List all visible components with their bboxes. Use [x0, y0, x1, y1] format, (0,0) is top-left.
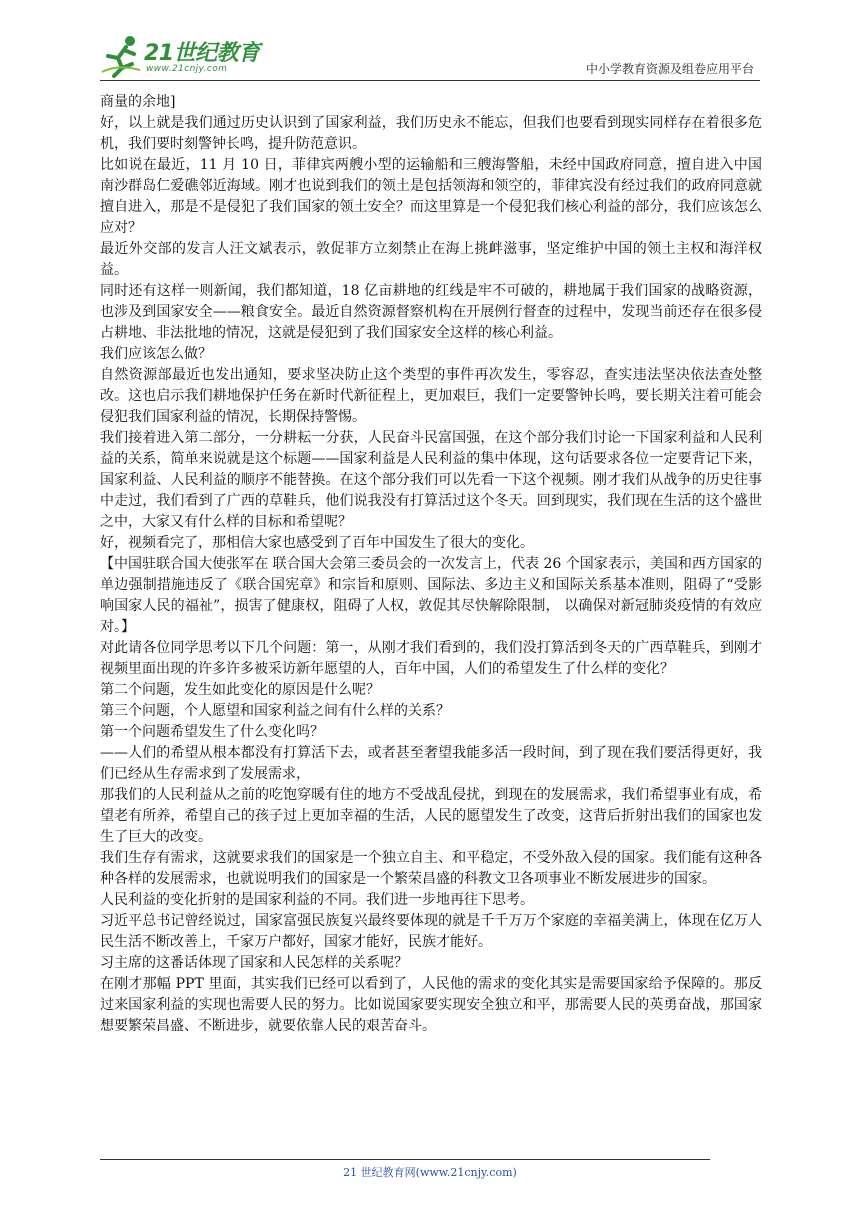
paragraph: 第二个问题，发生如此变化的原因是什么呢？ [100, 682, 380, 698]
document-body [100, 92, 762, 1037]
paragraph: 我们应该怎么做？ [100, 346, 212, 362]
paragraph: 习主席的这番话体现了国家和人民怎样的关系呢？ [100, 955, 408, 971]
paragraph: 自然资源部最近也发出通知，要求坚决防止这个类型的事件再次发生，零容忍，查实违法坚决依法查处整改。这也启示我们耕地保护任务在新时代新征程上，更加艰巨，我们一定要警钟长鸣，要长期关注着可能会侵犯我们国家利益的情况，长期保持警惕。 [100, 367, 762, 425]
footer-link[interactable]: 21 世纪教育网(www.21cnjy.com) [343, 1166, 517, 1179]
paragraph: ——人们的希望从根本都没有打算活下去，或者甚至奢望我能多活一段时间，到了现在我们要活得更好，我们已经从生存需求到了发展需求， [100, 745, 762, 782]
paragraph: 好，视频看完了，那相信大家也感受到了百年中国发生了很大的变化。 [100, 535, 534, 551]
paragraph: 同时还有这样一则新闻，我们都知道，18 亿亩耕地的红线是牢不可破的，耕地属于我们国家的战略资源，也涉及到国家安全——粮食安全。最近自然资源督察机构在开展例行督查的过程中，发现当前还存在很多侵占耕地、非法批地的情况，这就是侵犯到了我们国家安全这样的核心利益。 [100, 283, 762, 341]
logo-url: www.21cnjy.com [146, 64, 228, 74]
logo-wordmark: 21世纪教育 [144, 41, 260, 66]
paragraph: 好，以上就是我们通过历史认识到了国家利益，我们历史永不能忘，但我们也要看到现实同样存在着很多危机，我们要时刻警钟长鸣，提升防范意识。 [100, 115, 762, 152]
paragraph: 在刚才那幅 PPT 里面，其实我们已经可以看到了，人民他的需求的变化其实是需要国家给予保障的。那反过来国家利益的实现也需要人民的努力。比如说国家要实现安全独立和平，那需要人民的英勇奋战，那国家想要繁荣昌盛、不断进步，就要依靠人民的艰苦奋斗。 [100, 976, 762, 1034]
quote-paragraph: 【中国驻联合国大使张军在 联合国大会第三委员会的一次发言上，代表 26 个国家表示，美国和西方国家的单边强制措施违反了《联合国宪章》和宗旨和原则、国际法、多边主义和国际关系基本准则，阻碍了“受影响国家人民的福祉”，损害了健康权，阻碍了人权，敦促其尽快解除限制， 以确保对新冠肺炎疫情的有效应对。】 [100, 556, 762, 635]
runner-icon [100, 34, 144, 80]
paragraph: 第三个问题，个人愿望和国家利益之间有什么样的关系？ [100, 703, 450, 719]
platform-tagline: 中小学教育资源及组卷应用平台 [585, 62, 754, 76]
header-divider [100, 80, 760, 81]
paragraph: 我们生存有需求，这就要求我们的国家是一个独立自主、和平稳定，不受外敌入侵的国家。我们能有这种各种各样的发展需求，也就说明我们的国家是一个繁荣昌盛的科教文卫各项事业不断发展进步的国家。 [100, 850, 762, 887]
paragraph: 商量的余地] [100, 94, 176, 110]
page-header [100, 28, 760, 80]
paragraph: 对此请各位同学思考以下几个问题：第一，从刚才我们看到的，我们没打算活到冬天的广西草鞋兵，到刚才视频里面出现的许多许多被采访新年愿望的人，百年中国，人们的希望发生了什么样的变化？ [100, 640, 762, 677]
paragraph: 那我们的人民利益从之前的吃饱穿暖有住的地方不受战乱侵扰，到现在的发展需求，我们希望事业有成，希望老有所养，希望自己的孩子过上更加幸福的生活，人民的愿望发生了改变，这背后折射出我们的国家也发生了巨大的改变。 [100, 787, 762, 845]
footer-divider [100, 1159, 710, 1160]
paragraph: 第一个问题希望发生了什么变化吗？ [100, 724, 324, 740]
paragraph: 最近外交部的发言人汪文斌表示，敦促菲方立刻禁止在海上挑衅滋事，坚定维护中国的领土主权和海洋权益。 [100, 241, 762, 278]
site-logo[interactable] [100, 34, 270, 80]
paragraph: 人民利益的变化折射的是国家利益的不同。我们进一步地再往下思考。 [100, 892, 534, 908]
paragraph: 习近平总书记曾经说过，国家富强民族复兴最终要体现的就是千千万万个家庭的幸福美满上，体现在亿万人民生活不断改善上，千家万户都好，国家才能好，民族才能好。 [100, 913, 762, 950]
paragraph: 我们接着进入第二部分，一分耕耘一分获，人民奋斗民富国强，在这个部分我们讨论一下国家利益和人民利益的关系，简单来说就是这个标题——国家利益是人民利益的集中体现，这句话要求各位一定要背记下来，国家利益、人民利益的顺序不能替换。在这个部分我们可以先看一下这个视频。刚才我们从战争的历史往事中走过，我们看到了广西的草鞋兵，他们说我没有打算活过这个冬天。回到现实，我们现在生活的这个盛世之中，大家又有什么样的目标和希望呢？ [100, 430, 762, 530]
paragraph: 比如说在最近，11 月 10 日，菲律宾两艘小型的运输船和三艘海警船，未经中国政府同意，擅自进入中国南沙群岛仁爱礁邻近海域。刚才也说到我们的领土是包括领海和领空的，菲律宾没有经过我们的政府同意就擅自进入，那是不是侵犯了我们国家的领土安全？而这里算是一个侵犯我们核心利益的部分，我们应该怎么应对？ [100, 157, 762, 236]
